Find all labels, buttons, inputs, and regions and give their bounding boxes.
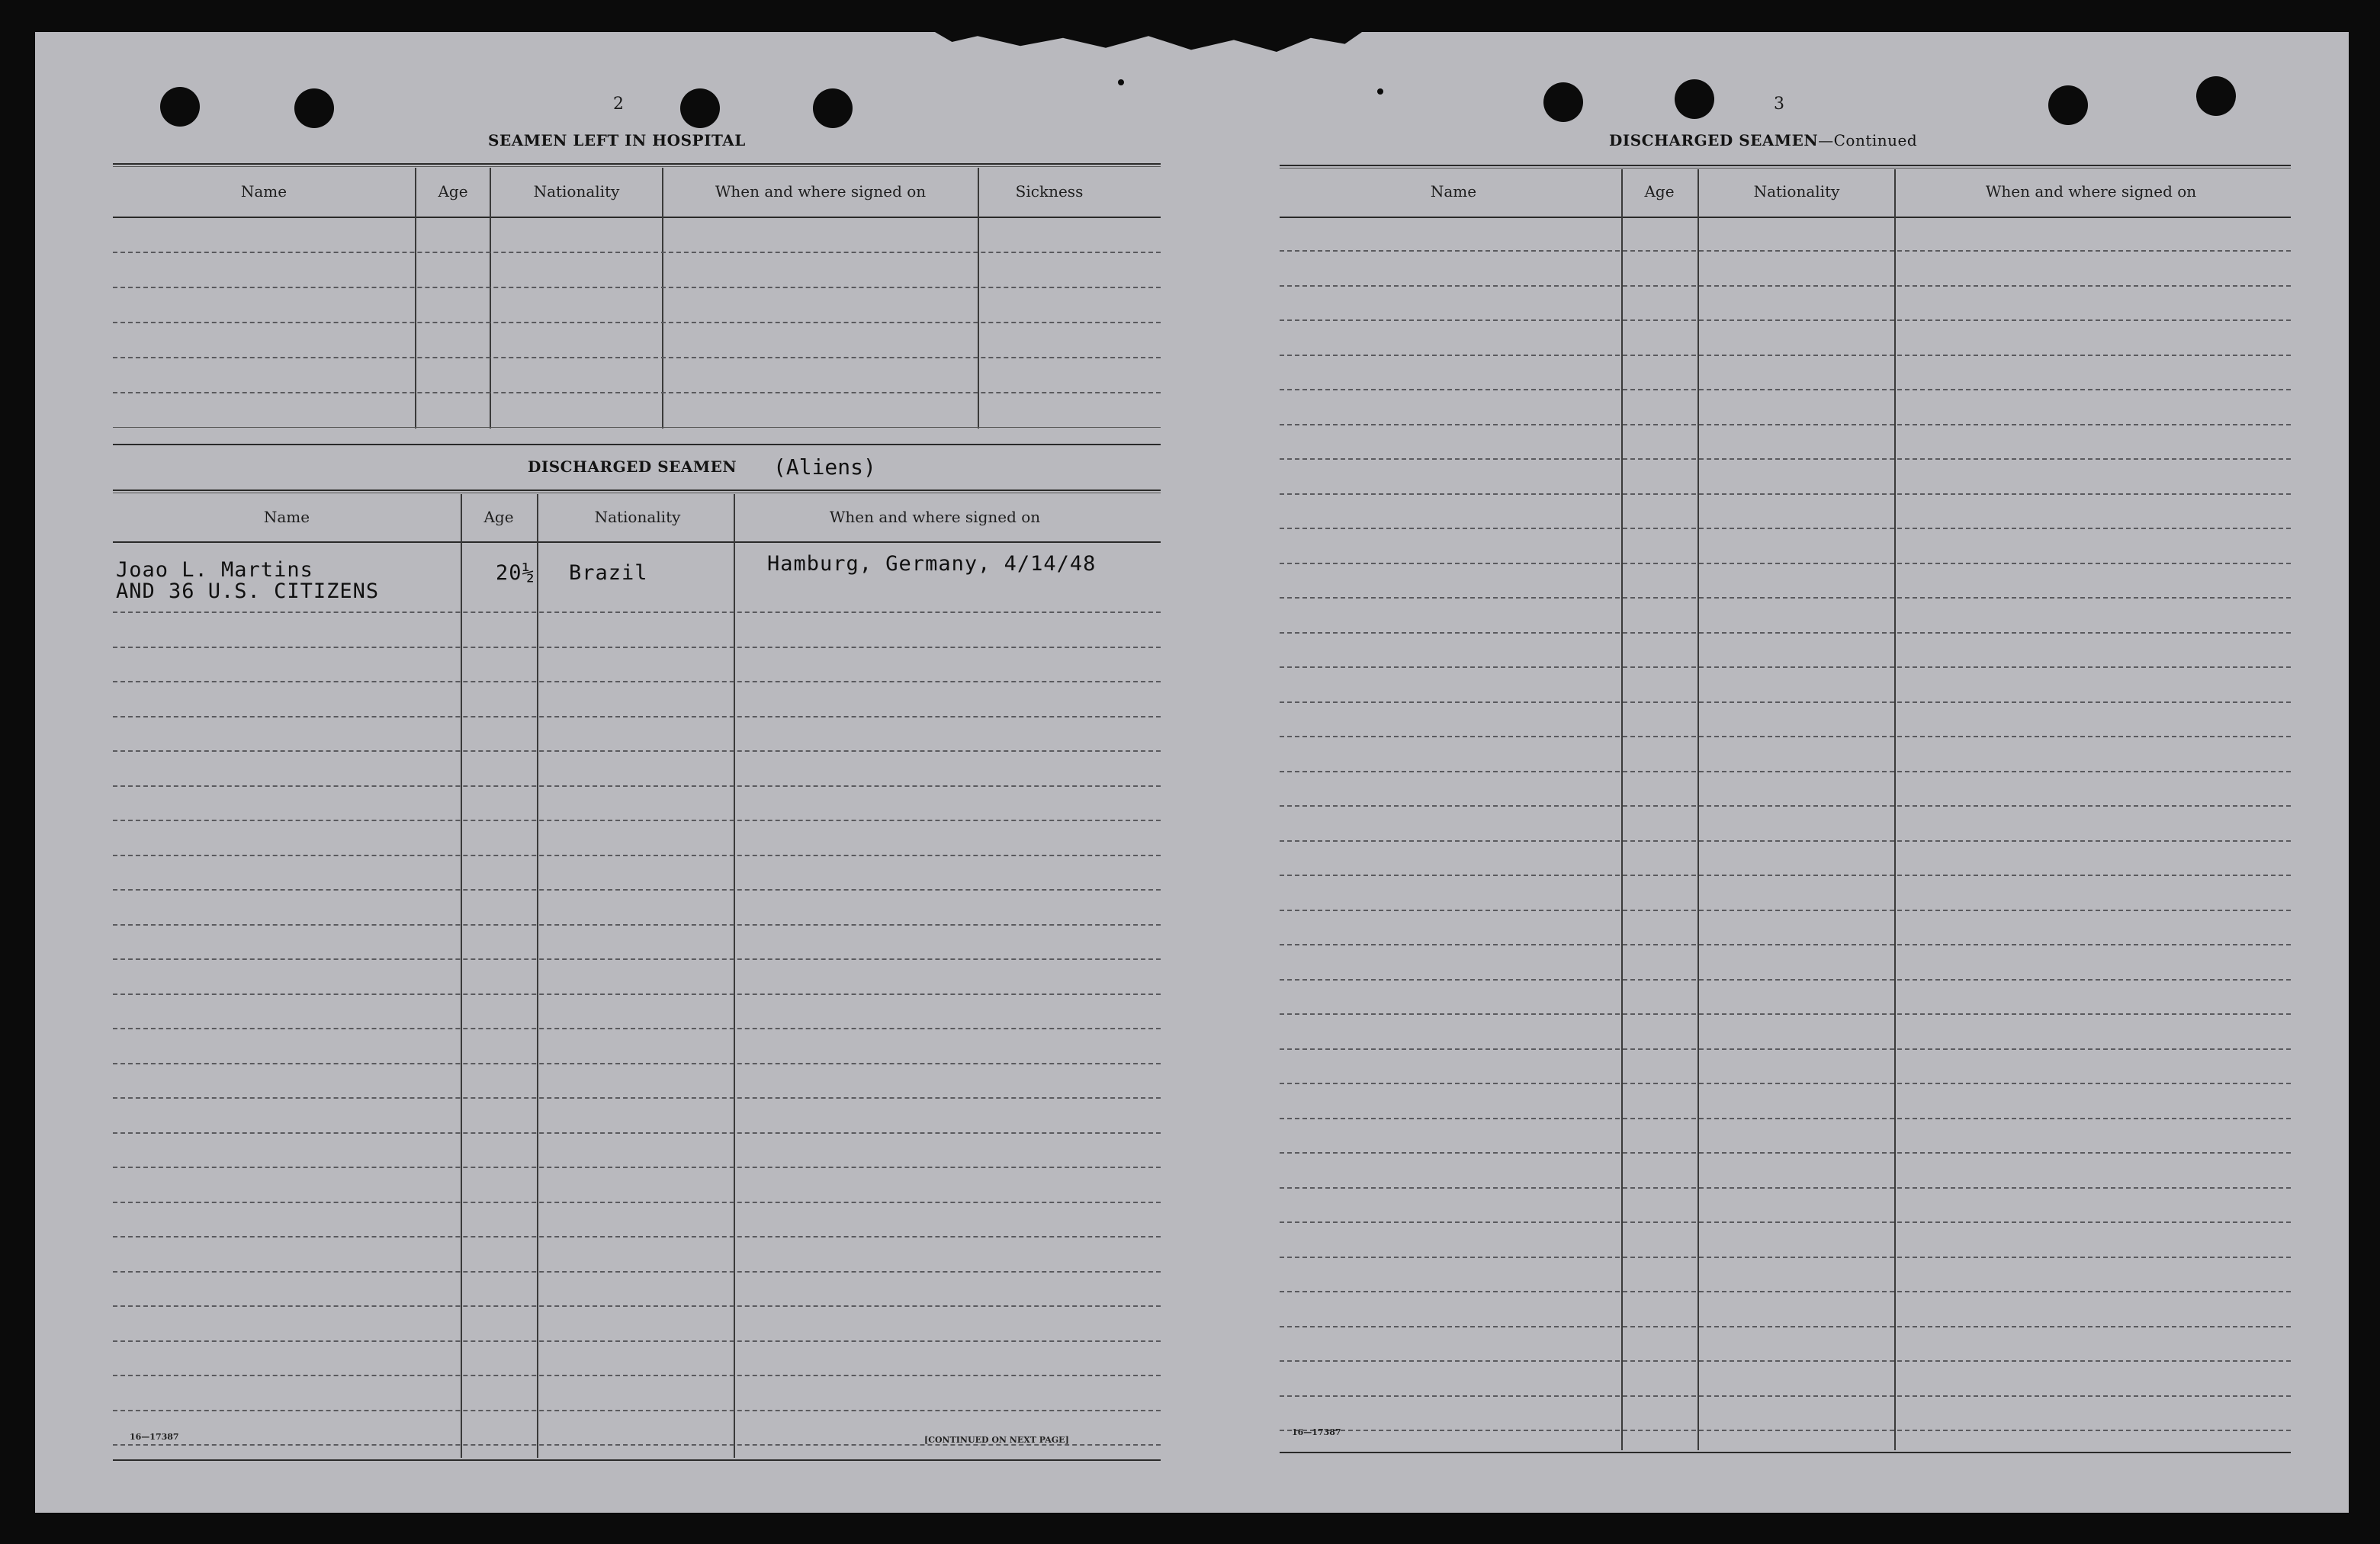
column-divider xyxy=(1697,169,1699,1450)
table-row xyxy=(113,1063,1161,1064)
page-number: 3 xyxy=(1774,95,1784,114)
table-row xyxy=(1280,319,2291,321)
torn-fleck xyxy=(1377,88,1383,95)
table-row xyxy=(1280,355,2291,356)
table-row xyxy=(113,287,1161,288)
table-row xyxy=(113,681,1161,682)
column-header-signed-on: When and where signed on xyxy=(715,182,927,201)
torn-fleck xyxy=(1118,79,1124,85)
table-row xyxy=(1280,1430,2291,1431)
column-divider xyxy=(461,494,462,1458)
column-divider xyxy=(1621,169,1623,1450)
table-row xyxy=(113,820,1161,821)
punch-hole xyxy=(2048,85,2088,125)
table-row xyxy=(1280,1395,2291,1397)
punch-hole xyxy=(2196,76,2236,116)
column-header-name: Name xyxy=(263,508,310,526)
table-row xyxy=(113,252,1161,253)
table-row xyxy=(1280,458,2291,460)
table-row xyxy=(113,924,1161,926)
table-border xyxy=(113,163,1161,165)
punch-hole xyxy=(1675,79,1714,119)
table-row xyxy=(1280,563,2291,564)
table-row xyxy=(113,958,1161,960)
table-row xyxy=(113,392,1161,393)
column-divider xyxy=(978,168,979,429)
table-row xyxy=(1280,389,2291,390)
table-row xyxy=(113,889,1161,891)
hospital-section-title: SEAMEN LEFT IN HOSPITAL xyxy=(488,131,746,149)
column-divider xyxy=(1894,169,1896,1450)
table-row xyxy=(1280,771,2291,772)
table-row xyxy=(1280,1326,2291,1327)
seaman-name: AND 36 U.S. CITIZENS xyxy=(116,579,380,603)
column-divider xyxy=(490,168,491,429)
table-row xyxy=(1280,632,2291,634)
table-row xyxy=(1280,979,2291,981)
column-divider xyxy=(662,168,663,429)
table-row xyxy=(1280,1221,2291,1223)
table-row xyxy=(113,1028,1161,1029)
table-row xyxy=(113,1375,1161,1376)
table-row xyxy=(1280,1360,2291,1362)
table-row xyxy=(113,1132,1161,1134)
column-divider xyxy=(537,494,538,1458)
table-row xyxy=(1280,1152,2291,1154)
form-number: 16—17387 xyxy=(1292,1427,1341,1437)
table-row xyxy=(113,993,1161,995)
punch-hole xyxy=(160,87,200,127)
table-row xyxy=(113,647,1161,648)
table-row xyxy=(1280,528,2291,529)
column-header-nationality: Nationality xyxy=(594,508,681,526)
table-row xyxy=(113,357,1161,358)
table-border xyxy=(113,427,1161,428)
table-row xyxy=(113,716,1161,717)
table-row xyxy=(113,785,1161,787)
table-row xyxy=(1280,910,2291,911)
table-border xyxy=(1280,168,2291,169)
table-row xyxy=(113,1305,1161,1307)
table-row xyxy=(113,855,1161,856)
title-suffix: —Continued xyxy=(1818,131,1918,149)
column-divider xyxy=(734,494,735,1458)
column-header-age: Age xyxy=(1644,182,1675,201)
title-text: DISCHARGED SEAMEN xyxy=(1609,131,1819,149)
table-row xyxy=(113,1271,1161,1273)
table-row xyxy=(1280,666,2291,668)
table-border xyxy=(113,217,1161,218)
table-row xyxy=(1280,1083,2291,1084)
table-row xyxy=(1280,875,2291,876)
page-number: 2 xyxy=(613,95,624,114)
table-row xyxy=(1280,1048,2291,1050)
punch-hole xyxy=(680,88,720,128)
seaman-nationality: Brazil xyxy=(569,561,648,585)
table-row xyxy=(113,1167,1161,1168)
column-header-name: Name xyxy=(240,182,287,201)
discharged-continued-title xyxy=(1609,131,1917,149)
column-header-age: Age xyxy=(438,182,468,201)
table-row xyxy=(113,322,1161,323)
discharged-section-title: DISCHARGED SEAMEN xyxy=(528,457,737,476)
table-border xyxy=(113,444,1161,445)
punch-hole xyxy=(294,88,334,128)
column-header-name: Name xyxy=(1430,182,1477,201)
aliens-typed-label: (Aliens) xyxy=(773,454,876,480)
table-row xyxy=(1280,701,2291,703)
table-border xyxy=(113,490,1161,491)
table-border xyxy=(1280,217,2291,218)
table-row xyxy=(113,1202,1161,1203)
column-header-nationality: Nationality xyxy=(533,182,620,201)
punch-hole xyxy=(1543,82,1583,122)
table-border xyxy=(1280,165,2291,166)
table-row xyxy=(113,1340,1161,1342)
table-row xyxy=(113,1236,1161,1237)
form-number: 16—17387 xyxy=(130,1432,179,1442)
column-header-signed-on: When and where signed on xyxy=(829,508,1041,526)
table-border xyxy=(113,166,1161,167)
continued-note: [CONTINUED ON NEXT PAGE] xyxy=(924,1435,1069,1445)
table-row xyxy=(1280,736,2291,737)
table-row xyxy=(1280,285,2291,287)
table-row xyxy=(1280,597,2291,599)
table-row xyxy=(1280,805,2291,807)
table-row xyxy=(1280,1187,2291,1189)
seaman-name: Joao L. Martins xyxy=(116,558,313,582)
table-row xyxy=(1280,1257,2291,1258)
torn-edge xyxy=(935,32,1362,52)
table-border xyxy=(1280,1452,2291,1453)
table-row xyxy=(113,750,1161,752)
table-border xyxy=(113,541,1161,543)
document-sheet xyxy=(35,32,2349,1513)
table-row xyxy=(1280,493,2291,495)
table-row xyxy=(113,612,1161,613)
punch-hole xyxy=(813,88,853,128)
table-row xyxy=(1280,1118,2291,1119)
column-header-age: Age xyxy=(483,508,514,526)
column-header-nationality: Nationality xyxy=(1753,182,1840,201)
table-row xyxy=(113,1410,1161,1411)
column-header-sickness: Sickness xyxy=(1015,182,1084,201)
table-row xyxy=(1280,1013,2291,1015)
table-row xyxy=(1280,840,2291,842)
seaman-signed-on: Hamburg, Germany, 4/14/48 xyxy=(767,552,1097,576)
table-row xyxy=(113,1097,1161,1099)
column-header-signed-on: When and where signed on xyxy=(1985,182,2197,201)
table-row xyxy=(1280,944,2291,945)
table-row xyxy=(1280,250,2291,252)
column-divider xyxy=(415,168,416,429)
table-row xyxy=(1280,1291,2291,1292)
seaman-age: 20½ xyxy=(496,561,535,585)
table-border xyxy=(113,1459,1161,1461)
table-row xyxy=(1280,424,2291,425)
